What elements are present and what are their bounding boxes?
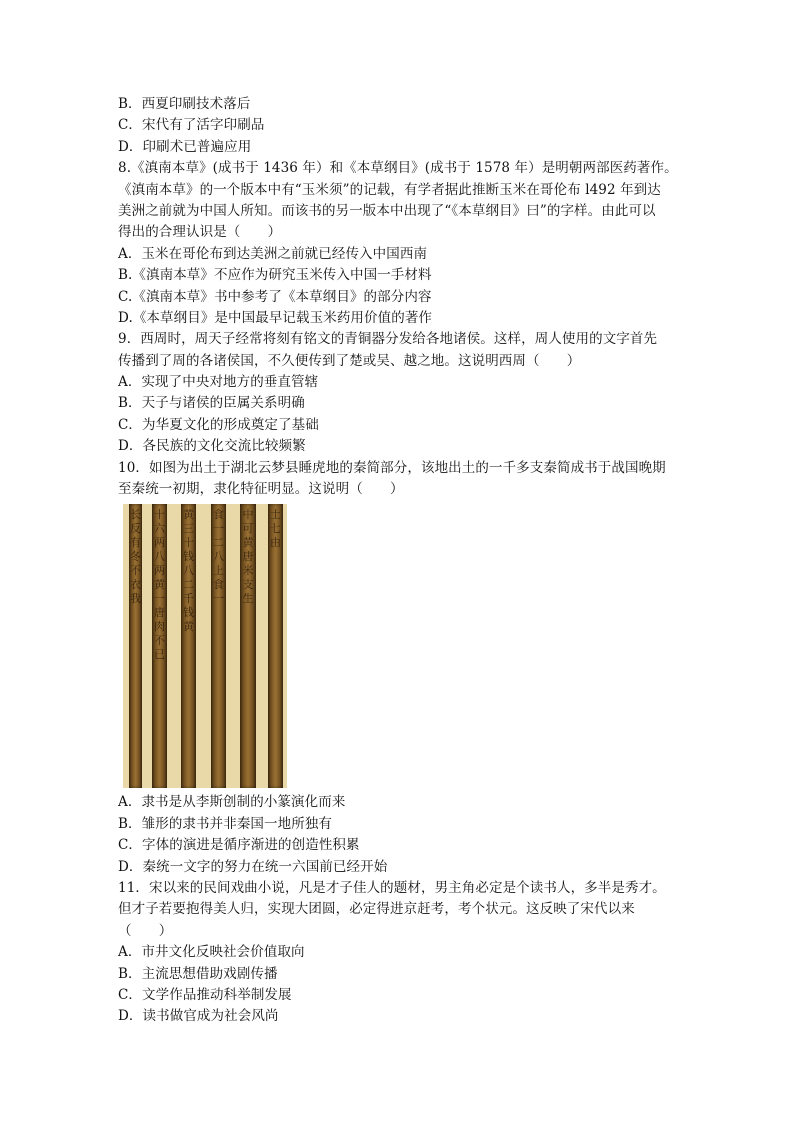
- bamboo-slip-script: 长反有冬不衣我: [130, 508, 141, 606]
- q11-stem-line: （ ）: [118, 922, 173, 939]
- q11-option-c: C．文学作品推动科举制发展: [118, 986, 292, 1003]
- bamboo-slip-script: 食一二八上食一: [213, 508, 224, 606]
- q8-option-b: B.《滇南本草》不应作为研究玉米传入中国一手材料: [118, 267, 432, 284]
- q9-option-a: A．实现了中央对地方的垂直管辖: [118, 374, 319, 391]
- bamboo-slip-script: 中可黄唐米支生: [242, 508, 254, 606]
- q8-stem-line: 美洲之前就为中国人所知。而该书的另一版本中出现了“《本草纲目》曰”的字样。由此可以: [118, 202, 656, 219]
- q9-option-b: B．天子与诸侯的臣属关系明确: [118, 395, 305, 412]
- q10-stem-line: 至秦统一初期，隶化特征明显。这说明（ ）: [118, 481, 404, 498]
- q10-option-d: D．秦统一文字的努力在统一六国前已经开始: [118, 858, 388, 875]
- question-11: [118, 878, 688, 1028]
- bamboo-slip: [129, 504, 142, 788]
- exam-content: [118, 94, 688, 1028]
- bamboo-slip: [211, 504, 226, 788]
- q8-stem-line: 8.《滇南本草》(成书于 1436 年）和《本草纲目》(成书于 1578 年）是明朝两部医药著作。: [118, 160, 678, 177]
- q10-option-a: A．隶书是从李斯创制的小篆演化而来: [118, 794, 346, 811]
- q11-option-d: D．读书做官成为社会风尚: [118, 1008, 279, 1025]
- question-8: [118, 158, 688, 329]
- q11-option-a: A．市井文化反映社会价值取向: [118, 944, 305, 961]
- q11-stem-line: 但才子若要抱得美人归，实现大团圆，必定得进京赶考，考个状元。这反映了宋代以来: [118, 901, 635, 918]
- question-10: [118, 458, 688, 878]
- q8-stem-line: 得出的合理认识是（ ）: [118, 224, 282, 241]
- bamboo-slips-image: [123, 504, 287, 788]
- bamboo-slip: [181, 504, 196, 788]
- q11-option-b: B．主流思想借助戏剧传播: [118, 965, 278, 982]
- q11-stem-line: 11．宋以来的民间戏曲小说，凡是才子佳人的题材，男主角必定是个读书人，多半是秀才。: [118, 879, 666, 896]
- bamboo-slip-script: 土七由: [270, 508, 281, 550]
- question-7-options: [118, 94, 688, 158]
- question-9: [118, 329, 688, 457]
- q10-stem-line: 10．如图为出土于湖北云梦县睡虎地的秦简部分，该地出土的一千多支秦简成书于战国晚期: [118, 459, 666, 476]
- q8-option-c: C.《滇南本草》书中参考了《本草纲目》的部分内容: [118, 288, 432, 305]
- bamboo-slip: [268, 504, 283, 788]
- bamboo-slip-script: 十六两八两黄一唐肉不已: [154, 508, 165, 662]
- q8-option-a: A．玉米在哥伦布到达美洲之前就已经传入中国西南: [118, 245, 428, 262]
- q8-stem-line: 《滇南本草》的一个版本中有“玉米须”的记载，有学者据此推断玉米在哥伦布 l492 年到达: [118, 181, 661, 198]
- q7-option-d: D．印刷术已普遍应用: [118, 138, 252, 155]
- q9-option-d: D．各民族的文化交流比较频繁: [118, 438, 306, 455]
- bamboo-slip-script: 黄三十钱八二千钱黄: [183, 508, 194, 634]
- q9-option-c: C．为华夏文化的形成奠定了基础: [118, 416, 319, 433]
- q10-option-b: B．雏形的隶书并非秦国一地所独有: [118, 815, 333, 832]
- q9-stem-line: 9．西周时，周天子经常将刻有铭文的青铜器分发给各地诸侯。这样，周人使用的文字首先: [118, 331, 658, 348]
- q10-option-c: C．字体的演进是循序渐进的创造性积累: [118, 837, 360, 854]
- q7-option-b: B．西夏印刷技术落后: [118, 96, 251, 112]
- q8-option-d: D.《本草纲目》是中国最早记载玉米药用价值的著作: [118, 309, 433, 326]
- bamboo-slip: [152, 504, 167, 788]
- q9-stem-line: 传播到了周的各诸侯国，不久便传到了楚或吴、越之地。这说明西周（ ）: [118, 352, 581, 369]
- q7-option-c: C．宋代有了活字印刷品: [118, 117, 265, 134]
- bamboo-slip: [240, 504, 256, 788]
